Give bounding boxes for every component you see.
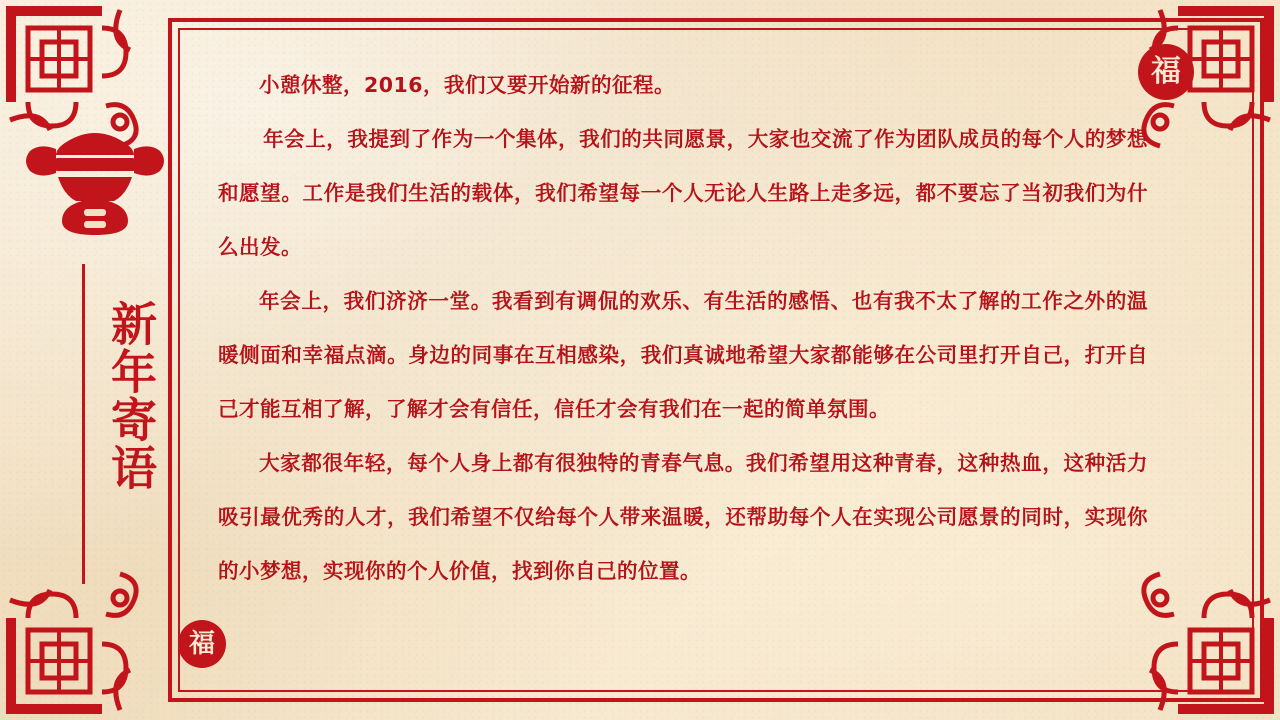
gold-ingot-emblem-icon — [20, 105, 170, 255]
paragraph-2: 年会上，我提到了作为一个集体，我们的共同愿景，大家也交流了作为团队成员的每个人的梦想和愿望。工作是我们生活的载体，我们希望每一个人无论人生路上走多远，都不要忘了当初我们为什么出发。 — [218, 127, 1148, 259]
fu-seal-icon-top-right: 福 — [1138, 44, 1194, 100]
corner-ornament-icon-bottom-left — [2, 568, 152, 718]
body-text-block — [218, 58, 1148, 598]
vertical-divider-rule — [82, 264, 85, 584]
paragraph-4: 大家都很年轻，每个人身上都有很独特的青春气息。我们希望用这种青春，这种热血，这种活力吸引最优秀的人才，我们希望不仅给每个人带来温暖，还帮助每个人在实现公司愿景的同时，实现你的小梦想，实现你的个人价值，找到你自己的位置。 — [218, 451, 1148, 583]
fu-seal-icon-bottom-left: 福 — [178, 620, 226, 668]
paragraph-1: 小憩休整，2016，我们又要开始新的征程。 — [259, 73, 676, 97]
vertical-page-title: 新年寄语 — [104, 300, 158, 492]
paragraph-3: 年会上，我们济济一堂。我看到有调侃的欢乐、有生活的感悟、也有我不太了解的工作之外的温暖侧面和幸福点滴。身边的同事在互相感染，我们真诚地希望大家都能够在公司里打开自己，打开自己才能互相了解，了解才会有信任，信任才会有我们在一起的简单氛围。 — [218, 289, 1148, 421]
